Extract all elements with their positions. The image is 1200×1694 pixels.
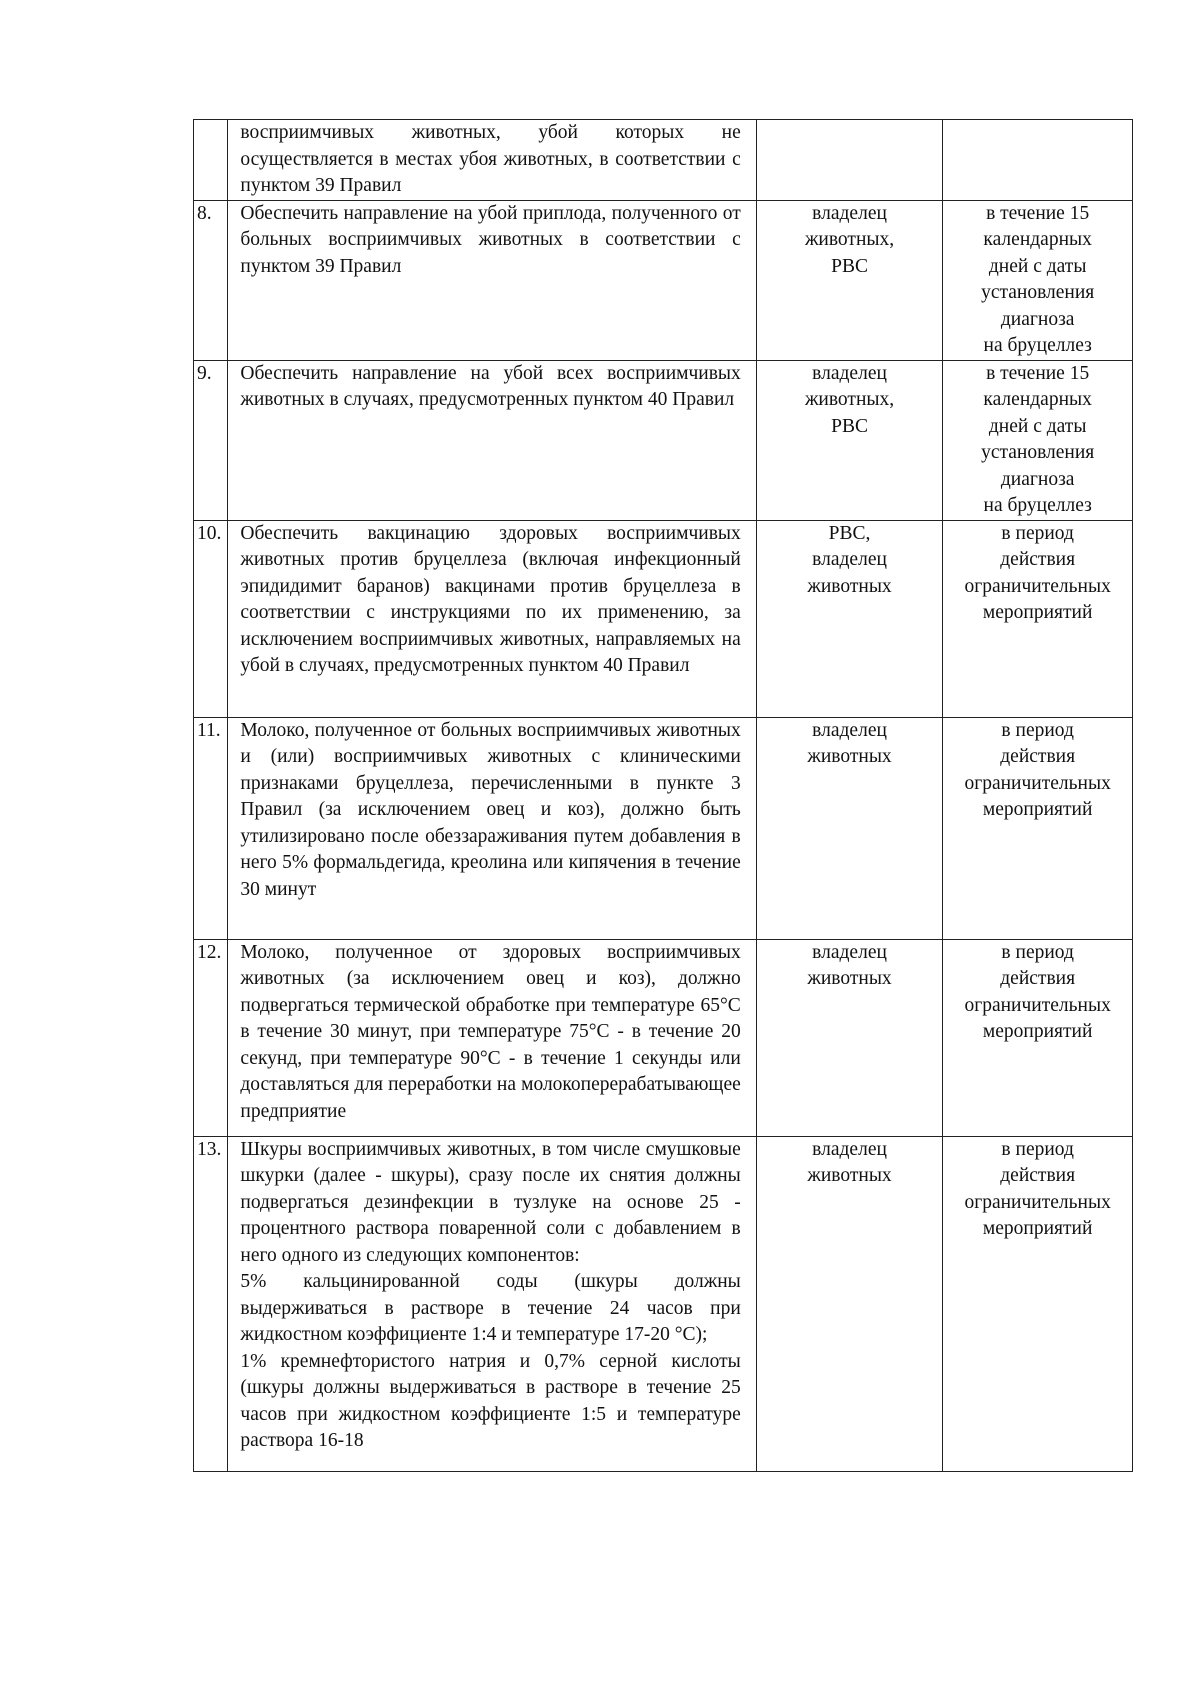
table-row xyxy=(194,939,1133,1136)
deadline-line: в период xyxy=(1001,1138,1074,1160)
row-number: 10. xyxy=(194,520,228,717)
responsible-line: РВС xyxy=(831,415,868,437)
deadline-line: в течение 15 xyxy=(986,362,1090,384)
deadline-line: дней с даты xyxy=(988,255,1087,277)
deadline-line: действия xyxy=(1000,1165,1076,1186)
responsible-party xyxy=(756,717,943,939)
description-paragraph: восприимчивых животных, убой которых не осуществляется в местах убоя животных, в соответствии с пунктом 39 Правил xyxy=(240,122,741,196)
deadline xyxy=(943,717,1133,939)
deadline-line: действия xyxy=(1000,746,1076,767)
deadline-line: действия xyxy=(1000,549,1076,570)
description-paragraph: Обеспечить направление на убой приплода, полученного от больных восприимчивых животных в соответствии с пунктом 39 Правил xyxy=(240,202,741,277)
responsible-line: владелец xyxy=(812,1138,887,1160)
deadline-line: ограничительных xyxy=(964,994,1111,1016)
deadline xyxy=(943,520,1133,717)
deadline-line: мероприятий xyxy=(982,799,1093,820)
responsible-party xyxy=(756,520,943,717)
deadline-line: календарных xyxy=(983,389,1092,410)
deadline-line: ограничительных xyxy=(964,1191,1111,1213)
row-number: 9. xyxy=(194,360,228,520)
responsible-line: РВС xyxy=(831,255,868,277)
deadline-line: в период xyxy=(1001,719,1074,741)
responsible-line: животных xyxy=(807,575,892,597)
description-paragraph: 5% кальцинированной соды (шкуры должны выдерживаться в растворе в течение 24 часов при жидкостном коэффициенте 1:4 и температуре 17-20 °С); xyxy=(240,1271,741,1345)
measure-description xyxy=(228,360,756,520)
responsible-line: животных, xyxy=(804,389,895,410)
responsible-party xyxy=(756,120,943,201)
measure-description xyxy=(228,1136,756,1471)
deadline-line: в период xyxy=(1001,941,1074,963)
description-paragraph: Шкуры восприимчивых животных, в том числе смушковые шкурки (далее - шкуры), сразу после их снятия должны подвергаться дезинфекции в тузлуке на основе 25 - процентного раствора поваренной соли с добавлением в него одного из следующих компонентов: xyxy=(240,1138,741,1266)
measures-table xyxy=(193,119,1133,1472)
deadline xyxy=(943,360,1133,520)
deadline-line: дней с даты xyxy=(988,415,1087,437)
measure-description xyxy=(228,939,756,1136)
measure-description xyxy=(228,200,756,360)
deadline-line: действия xyxy=(1000,968,1076,989)
deadline-line: диагноза xyxy=(1000,308,1075,330)
deadline xyxy=(943,1136,1133,1471)
deadline xyxy=(943,120,1133,201)
description-paragraph: Молоко, полученное от здоровых восприимчивых животных (за исключением овец и коз), должно подвергаться термической обработке при температуре 65°С в течение 30 минут, при температуре 75°С - в течение 20 секунд, при температуре 90°С - в течение 1 секунды или доставляться для переработки на молокоперерабатывающее предприятие xyxy=(240,941,741,1122)
row-number: 13. xyxy=(194,1136,228,1471)
deadline-line: установления xyxy=(981,282,1095,303)
measure-description xyxy=(228,120,756,201)
measures-table-body xyxy=(194,120,1133,1472)
responsible-line: животных xyxy=(807,1165,892,1186)
deadline-line: календарных xyxy=(983,229,1092,250)
row-number: 12. xyxy=(194,939,228,1136)
responsible-line: РВС, xyxy=(828,522,871,544)
responsible-party xyxy=(756,939,943,1136)
description-paragraph: Обеспечить вакцинацию здоровых восприимчивых животных против бруцеллеза (включая инфекционный эпидидимит баранов) вакцинами против бруцеллеза в соответствии с инструкциями по их применению, за исключением восприимчивых животных, направляемых на убой в случаях, предусмотренных пунктом 40 Правил xyxy=(240,522,741,676)
deadline-line: установления xyxy=(981,442,1095,463)
responsible-line: владелец xyxy=(812,941,887,963)
measure-description xyxy=(228,520,756,717)
responsible-line: животных xyxy=(807,968,892,989)
row-number: 11. xyxy=(194,717,228,939)
deadline xyxy=(943,939,1133,1136)
responsible-line: животных xyxy=(807,746,892,767)
responsible-line: владелец xyxy=(812,362,887,384)
responsible-line: владелец xyxy=(812,719,887,741)
table-row xyxy=(194,1136,1133,1471)
table-row xyxy=(194,520,1133,717)
responsible-party xyxy=(756,200,943,360)
row-number xyxy=(194,120,228,201)
deadline-line: в течение 15 xyxy=(986,202,1090,224)
responsible-line: владелец xyxy=(812,549,887,570)
deadline-line: мероприятий xyxy=(982,602,1093,623)
deadline-line: на бруцеллез xyxy=(983,495,1092,516)
description-paragraph: Обеспечить направление на убой всех восприимчивых животных в случаях, предусмотренных пунктом 40 Правил xyxy=(240,362,741,410)
responsible-line: животных, xyxy=(804,229,895,250)
description-paragraph: 1% кремнефтористого натрия и 0,7% серной кислоты (шкуры должны выдерживаться в растворе в течение 25 часов при жидкостном коэффициенте 1:5 и температуре раствора 16-18 xyxy=(240,1350,741,1451)
deadline-line: на бруцеллез xyxy=(983,335,1092,356)
measure-description xyxy=(228,717,756,939)
row-number: 8. xyxy=(194,200,228,360)
table-row xyxy=(194,120,1133,201)
table-row xyxy=(194,360,1133,520)
deadline-line: диагноза xyxy=(1000,468,1075,490)
responsible-party xyxy=(756,360,943,520)
deadline-line: мероприятий xyxy=(982,1021,1093,1042)
responsible-party xyxy=(756,1136,943,1471)
table-row xyxy=(194,200,1133,360)
deadline-line: в период xyxy=(1001,522,1074,544)
deadline-line: ограничительных xyxy=(964,772,1111,794)
deadline-line: ограничительных xyxy=(964,575,1111,597)
responsible-line: владелец xyxy=(812,202,887,224)
deadline-line: мероприятий xyxy=(982,1218,1093,1239)
description-paragraph: Молоко, полученное от больных восприимчивых животных и (или) восприимчивых животных с клиническими признаками бруцеллеза, перечисленными в пункте 3 Правил (за исключением овец и коз), должно быть утилизировано после обеззараживания путем добавления в него 5% формальдегида, креолина или кипячения в течение 30 минут xyxy=(240,719,741,900)
table-row xyxy=(194,717,1133,939)
deadline xyxy=(943,200,1133,360)
